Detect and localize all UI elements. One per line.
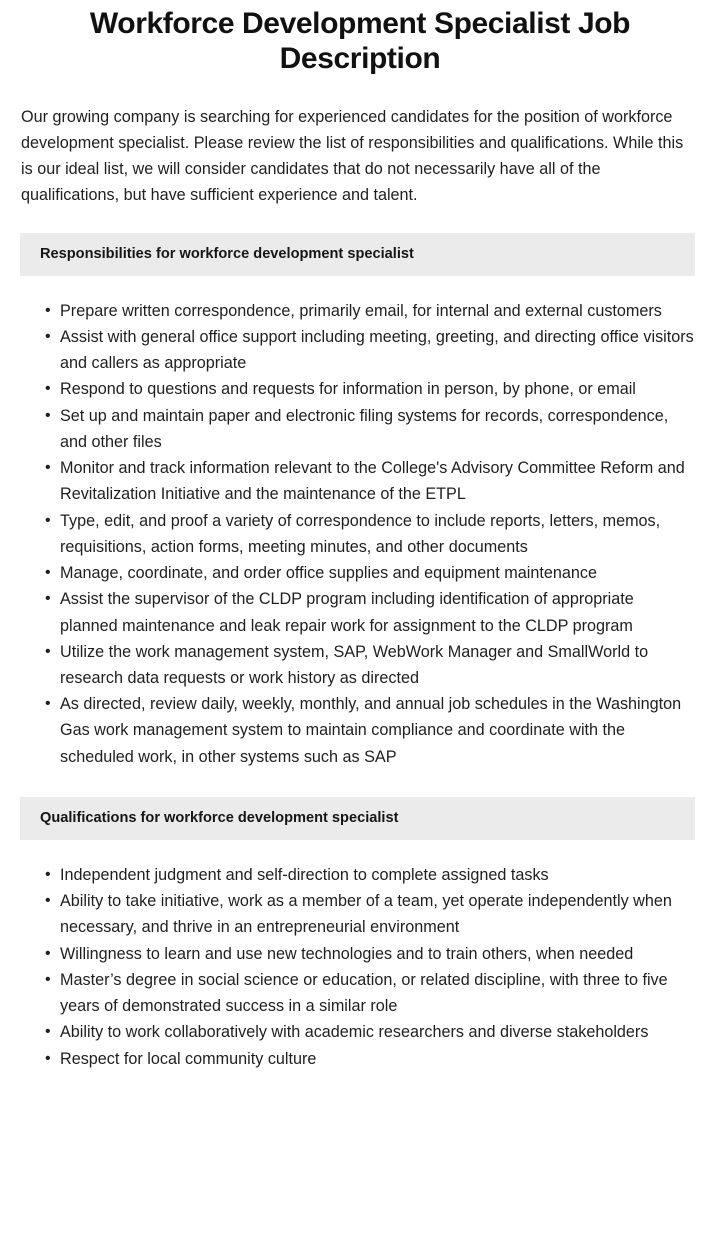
list-item: • Manage, coordinate, and order office supplies and equipment maintenance — [46, 560, 695, 586]
list-item: • As directed, review daily, weekly, monthly, and annual job schedules in the Washington Gas work management system to maintain compliance and coordinate with the scheduled work, in other systems such as SAP — [46, 691, 695, 770]
list-item: • Assist with general office support including meeting, greeting, and directing office visitors and callers as appropriate — [46, 324, 695, 376]
list-item: • Respect for local community culture — [46, 1046, 695, 1072]
list-item: • Willingness to learn and use new technologies and to train others, when needed — [46, 941, 695, 967]
list-item: • Independent judgment and self-direction to complete assigned tasks — [46, 862, 695, 888]
section-responsibilities — [0, 233, 720, 770]
section-heading-responsibilities: Responsibilities for workforce development specialist — [20, 233, 695, 276]
job-description-page — [0, 6, 720, 1072]
intro-paragraph: Our growing company is searching for experienced candidates for the position of workforce development specialist. Please review the list of responsibilities and qualifications. While this is our ideal list, we will consider candidates that do not necessarily have all of the qualifications, but have sufficient experience and talent. — [21, 107, 684, 205]
list-item: • Ability to work collaboratively with academic researchers and diverse stakeholders — [46, 1019, 695, 1045]
list-item: • Ability to take initiative, work as a member of a team, yet operate independently when necessary, and thrive in an entrepreneurial environment — [46, 888, 695, 940]
list-item: • Type, edit, and proof a variety of correspondence to include reports, letters, memos, requisitions, action forms, meeting minutes, and other documents — [46, 508, 695, 560]
list-item: • Monitor and track information relevant to the College's Advisory Committee Reform and Revitalization Initiative and the maintenance of the ETPL — [46, 455, 695, 507]
list-item: • Respond to questions and requests for information in person, by phone, or email — [46, 376, 695, 402]
list-item: • Master’s degree in social science or education, or related discipline, with three to five years of demonstrated success in a similar role — [46, 967, 695, 1019]
section-heading-qualifications: Qualifications for workforce development specialist — [20, 797, 695, 840]
qualifications-list — [0, 840, 720, 1072]
section-qualifications — [0, 797, 720, 1072]
list-item: • Prepare written correspondence, primarily email, for internal and external customers — [46, 298, 695, 324]
responsibilities-list — [0, 276, 720, 770]
list-item: • Set up and maintain paper and electronic filing systems for records, correspondence, and other files — [46, 403, 695, 455]
list-item: • Utilize the work management system, SAP, WebWork Manager and SmallWorld to research data requests or work history as directed — [46, 639, 695, 691]
page-title: Workforce Development Specialist Job Description — [89, 7, 631, 76]
list-item: • Assist the supervisor of the CLDP program including identification of appropriate planned maintenance and leak repair work for assignment to the CLDP program — [46, 586, 695, 638]
